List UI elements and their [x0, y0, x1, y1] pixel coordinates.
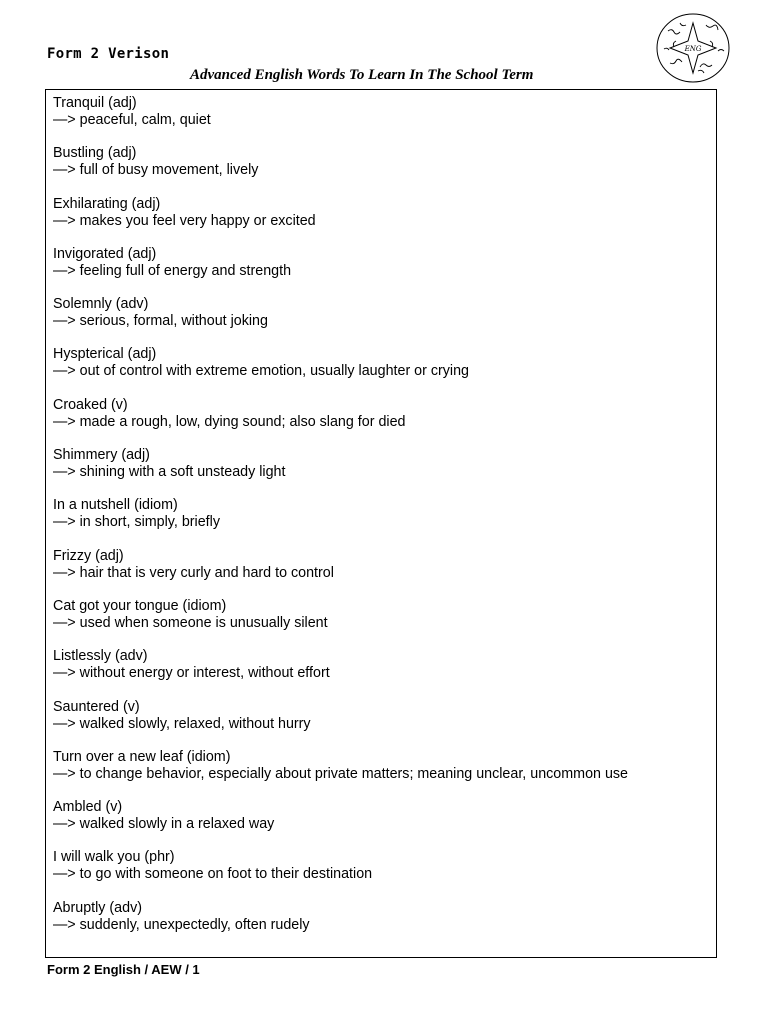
vocab-definition: —> full of busy movement, lively [53, 162, 259, 179]
vocab-entry [53, 346, 713, 396]
vocab-term: Listlessly (adv) [53, 648, 148, 665]
vocab-term: Exhilarating (adj) [53, 195, 161, 212]
vocab-definition: —> walked slowly in a relaxed way [53, 816, 275, 833]
vocab-entry [53, 447, 713, 497]
vocab-entry [53, 548, 713, 598]
vocabulary-list [53, 95, 713, 950]
vocab-entry [53, 196, 713, 246]
logo-text: ENG [684, 45, 702, 53]
vocab-definition: —> to change behavior, especially about private matters; meaning unclear, uncommon use [53, 765, 628, 782]
vocab-definition: —> makes you feel very happy or excited [53, 212, 316, 229]
vocab-term: Ambled (v) [53, 799, 123, 816]
vocab-definition: —> hair that is very curly and hard to control [53, 564, 334, 581]
page-footer: Form 2 English / AEW / 1 [47, 962, 200, 977]
vocab-term: Hyspterical (adj) [53, 346, 157, 363]
form-version-label: Form 2 Verison [47, 46, 170, 62]
vocab-term: Frizzy (adj) [53, 547, 124, 564]
vocab-term: Sauntered (v) [53, 698, 140, 715]
vocab-entry [53, 648, 713, 698]
vocab-entry [53, 397, 713, 447]
vocab-term: In a nutshell (idiom) [53, 497, 178, 514]
vocab-entry [53, 246, 713, 296]
vocab-definition: —> to go with someone on foot to their destination [53, 866, 373, 883]
page-subtitle: Advanced English Words To Learn In The School Term [190, 67, 534, 83]
vocab-definition: —> shining with a soft unsteady light [53, 464, 286, 481]
vocab-entry [53, 849, 713, 899]
vocab-definition: —> out of control with extreme emotion, usually laughter or crying [53, 363, 469, 380]
vocab-entry [53, 799, 713, 849]
vocab-term: Solemnly (adv) [53, 296, 149, 313]
vocab-entry [53, 145, 713, 195]
vocab-term: Abruptly (adv) [53, 899, 142, 916]
vocab-entry [53, 749, 713, 799]
vocab-term: Bustling (adj) [53, 145, 137, 162]
vocab-term: Turn over a new leaf (idiom) [53, 748, 231, 765]
vocab-definition: —> in short, simply, briefly [53, 514, 220, 531]
vocab-definition: —> made a rough, low, dying sound; also slang for died [53, 413, 406, 430]
vocab-entry [53, 699, 713, 749]
vocab-definition: —> without energy or interest, without effort [53, 665, 330, 682]
vocab-term: Invigorated (adj) [53, 245, 157, 262]
vocab-definition: —> peaceful, calm, quiet [53, 112, 211, 128]
vocab-definition: —> feeling full of energy and strength [53, 262, 292, 279]
vocab-term: Cat got your tongue (idiom) [53, 597, 227, 614]
vocab-entry [53, 296, 713, 346]
vocab-term: I will walk you (phr) [53, 849, 175, 866]
scribble-seal-logo [656, 13, 730, 83]
vocab-entry [53, 598, 713, 648]
vocab-entry [53, 95, 713, 145]
vocab-term: Shimmery (adj) [53, 447, 150, 464]
vocab-definition: —> walked slowly, relaxed, without hurry [53, 715, 311, 732]
vocab-definition: —> serious, formal, without joking [53, 313, 268, 330]
vocab-entry [53, 900, 713, 950]
vocab-term: Tranquil (adj) [53, 95, 137, 111]
vocab-term: Croaked (v) [53, 396, 128, 413]
vocab-entry [53, 497, 713, 547]
vocab-definition: —> used when someone is unusually silent [53, 614, 328, 631]
vocab-definition: —> suddenly, unexpectedly, often rudely [53, 916, 310, 933]
